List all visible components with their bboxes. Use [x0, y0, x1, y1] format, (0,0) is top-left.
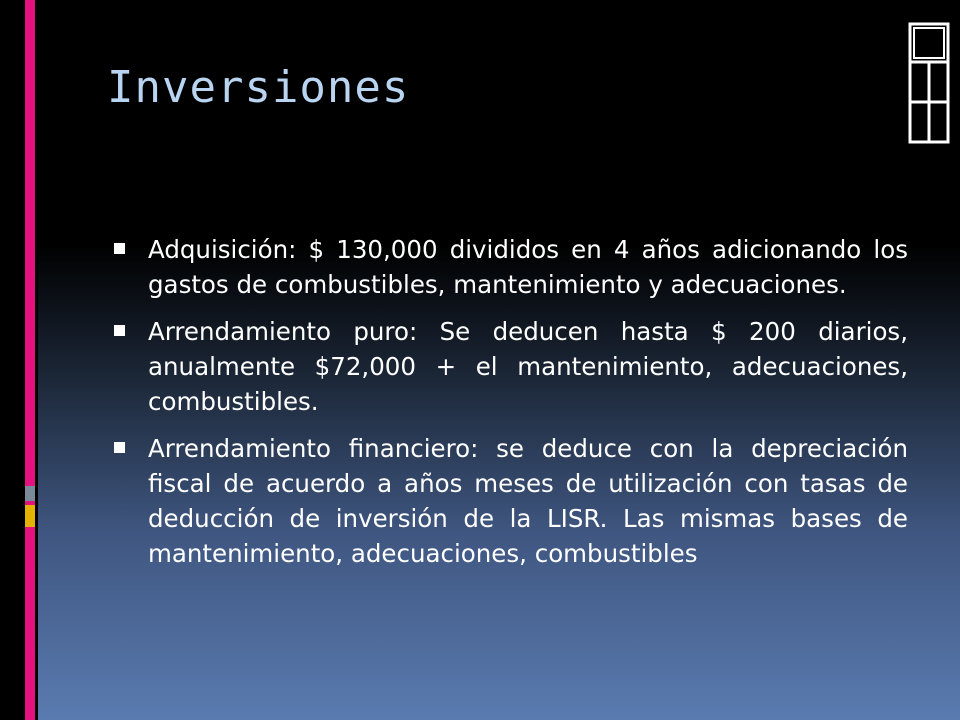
bullet-list [112, 232, 908, 583]
square-bullet-icon [114, 442, 125, 453]
square-bullet-icon [114, 243, 125, 254]
list-item [112, 232, 908, 302]
bullet-text: Arrendamiento puro: Se deducen hasta $ 200 diarios, anualmente $72,000 + el mantenimiento, adecuaciones, combustibles. [148, 317, 908, 416]
gray-accent-block [25, 486, 35, 501]
bullet-text: Arrendamiento financiero: se deduce con la depreciación fiscal de acuerdo a años meses de utilización con tasas de deducción de inversión de la LISR. Las mismas bases de mantenimiento, adecuaciones, combustibles [148, 434, 908, 568]
square-bullet-icon [114, 325, 125, 336]
gold-accent-block [25, 505, 35, 527]
list-item [112, 314, 908, 419]
pink-accent-stripe [25, 0, 35, 720]
window-panels-icon [908, 22, 950, 144]
slide-title: Inversiones [107, 62, 410, 113]
bullet-text: Adquisición: $ 130,000 divididos en 4 años adicionando los gastos de combustibles, mantenimiento y adecuaciones. [148, 235, 908, 299]
list-item [112, 431, 908, 571]
